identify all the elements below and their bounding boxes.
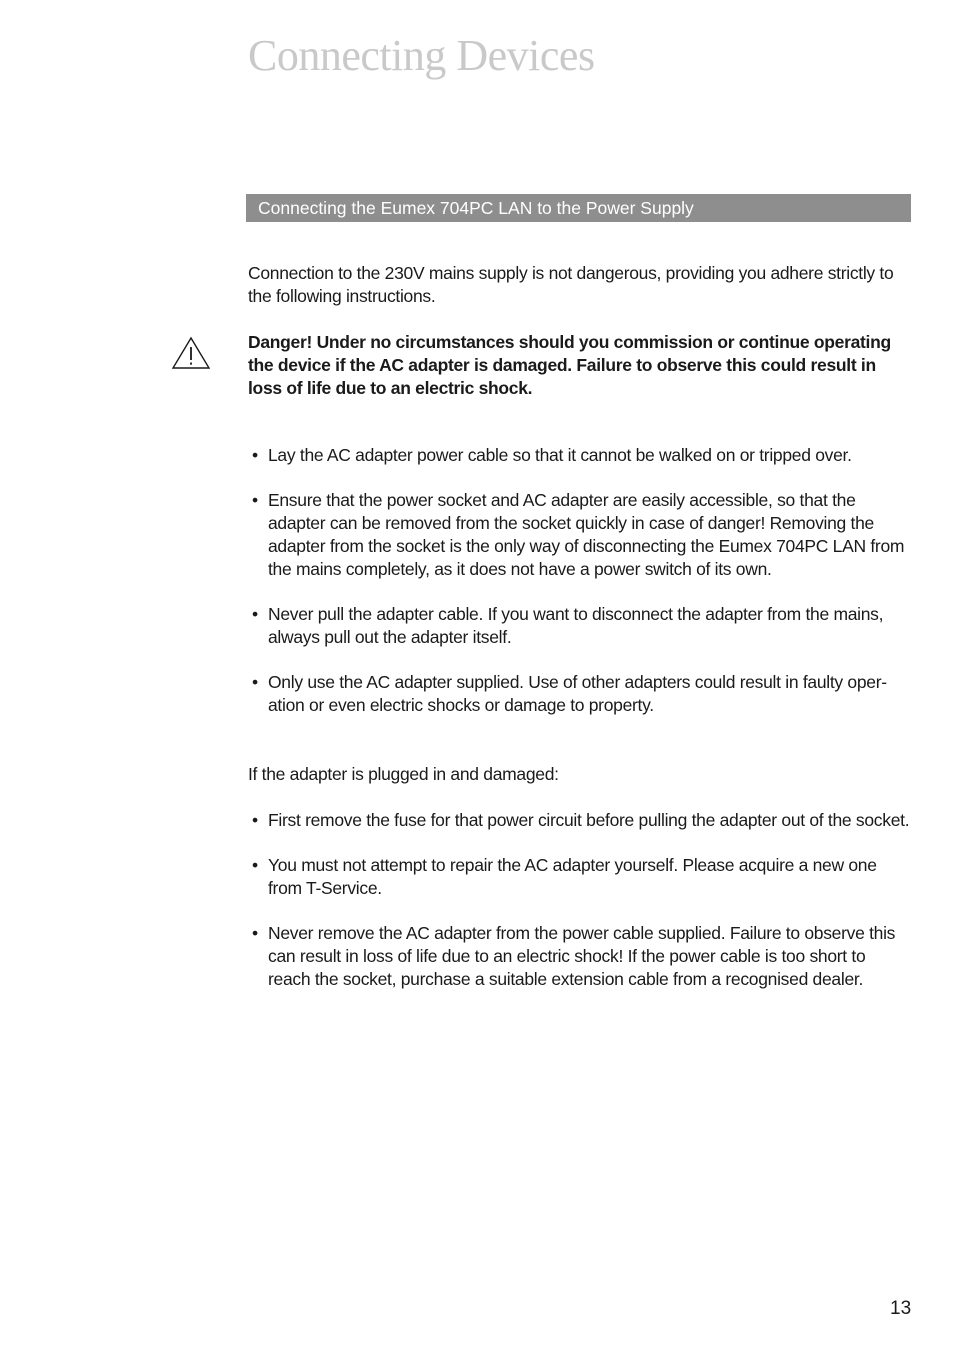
danger-warning: Danger! Under no circumstances should you commission or continue operating the device if the AC adapter is damaged. Failure to observe this could result in loss of life due to an electric shock.	[248, 332, 891, 398]
section-title: Connecting the Eumex 704PC LAN to the Power Supply	[246, 194, 911, 222]
list-item: • Ensure that the power socket and AC adapter are easily accessible, so that the adapter can be removed from the socket quickly in case of danger! Removing the adapter from the socket is the only way of disconnecting the Eumex 704PC LAN from the mains completely, as it does not have a power switch of its own.	[248, 489, 912, 581]
list-item: • Never pull the adapter cable. If you want to disconnect the adapter from the mains, always pull out the adapter itself.	[248, 603, 912, 649]
damaged-instruction-list	[248, 809, 912, 1013]
intro-paragraph: Connection to the 230V mains supply is not dangerous, providing you adhere strictly to the following instructions.	[248, 263, 894, 306]
damaged-intro: If the adapter is plugged in and damaged:	[248, 764, 559, 784]
page-number: 13	[890, 1298, 912, 1319]
chapter-title: Connecting Devices	[248, 31, 595, 80]
warning-triangle-icon	[171, 336, 211, 370]
instruction-list	[248, 444, 912, 739]
list-item: • First remove the fuse for that power circuit before pulling the adapter out of the socket.	[248, 809, 912, 832]
list-item: • You must not attempt to repair the AC adapter yourself. Please acquire a new one from T-Service.	[248, 854, 912, 900]
list-item: • Never remove the AC adapter from the power cable supplied. Failure to observe this can result in loss of life due to an electric shock! If the power cable is too short to reach the socket, purchase a suitable extension cable from a recognised dealer.	[248, 922, 912, 991]
list-item: • Lay the AC adapter power cable so that it cannot be walked on or tripped over.	[248, 444, 912, 467]
list-item: • Only use the AC adapter supplied. Use of other adapters could result in faulty oper-ation or even electric shocks or damage to property.	[248, 671, 912, 717]
